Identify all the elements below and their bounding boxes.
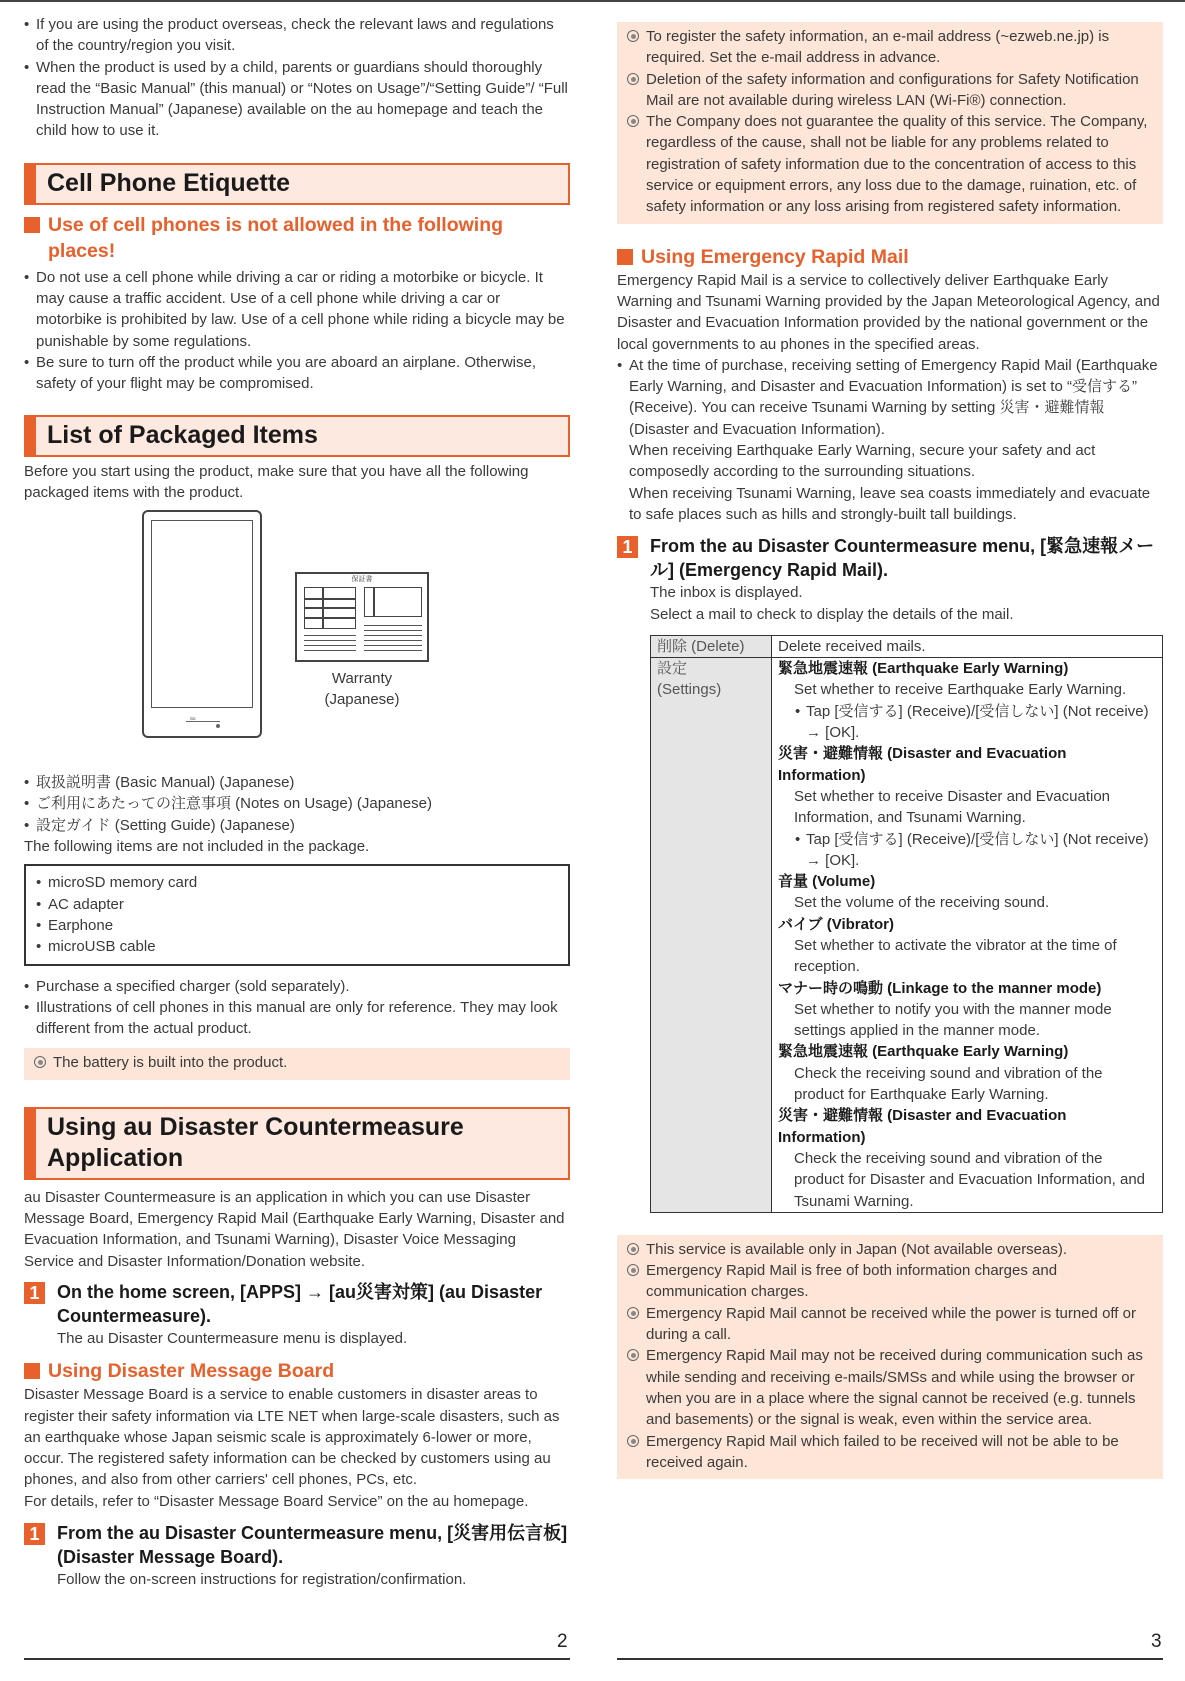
board-heading: Using Disaster Message Board [24, 1358, 570, 1384]
list-item: • When the product is used by a child, parents or guardians should thoroughly read the “Basic Manual” (this manual) or “Notes on Usage”/“Setting Guide”/ “Full Instruction Manual” (Japanese) available on the au homepage and teach the child how to use it. [24, 57, 570, 142]
disaster-heading [24, 1107, 570, 1180]
footer-rule-left [24, 1658, 570, 1660]
list-item [617, 355, 1163, 525]
menu-item-title: 緊急地震速報 (Earthquake Early Warning) [778, 1043, 1069, 1061]
list-item: • ご利用にあたっての注意事項 (Notes on Usage) (Japanese) [24, 793, 570, 814]
phone-logo: au [190, 716, 196, 723]
note-item: The Company does not guarantee the quality of this service. The Company, regardless of the cause, shall not be liable for any problems related to registration of safety information due to the concentration of access to this service or equipment errors, any loss due to the damage, ruination, etc. of safety information or any loss arising from registered safety information. [627, 111, 1153, 217]
disaster-step-1 [24, 1280, 570, 1349]
erm-heading: Using Emergency Rapid Mail [617, 244, 1163, 270]
menu-item-tap: • Tap [受信する] (Receive)/[受信しない] (Not receive) → [OK]. [778, 829, 1156, 872]
bullet-paragraph: When receiving Tsunami Warning, leave sea coasts immediately and evacuate to safe places such as hills and strongly-built tall buildings. [629, 484, 1151, 523]
menu-item-title: 災害・避難情報 (Disaster and Evacuation Information) [778, 1107, 1067, 1146]
list-item: • Earphone [36, 915, 558, 936]
menu-item-tap: • Tap [受信する] (Receive)/[受信しない] (Not receive) → [OK]. [778, 701, 1156, 744]
table-cell [772, 658, 1163, 1213]
not-included-box [24, 864, 570, 965]
note-item: To register the safety information, an e-mail address (~ezweb.ne.jp) is required. Set the e-mail address in advance. [627, 26, 1153, 69]
erm-bullets [617, 355, 1163, 525]
list-item: • Illustrations of cell phones in this manual are only for reference. They may look different from the actual product. [24, 997, 570, 1040]
not-included-list [36, 872, 558, 957]
docs-list [24, 772, 570, 836]
table-cell-label: 削除 (Delete) [651, 635, 772, 657]
step-description: Select a mail to check to display the details of the mail. [650, 605, 1014, 623]
step-number: 1 [24, 1282, 45, 1304]
board-detail: For details, refer to “Disaster Message Board Service” on the au homepage. [24, 1492, 529, 1510]
page-number-right: 3 [1151, 1631, 1162, 1652]
packaged-figure [24, 510, 570, 770]
phone-illustration [142, 510, 262, 738]
list-item: • Do not use a cell phone while driving a car or riding a motorbike or bicycle. It may cause a traffic accident. Use of a cell phone while driving a car or motorbike is prohibited by law. Use of a cell phone while riding a bicycle may be punishable by some regulations. [24, 267, 570, 352]
erm-notes [617, 1235, 1163, 1479]
warranty-caption [295, 668, 429, 711]
menu-item-desc: Check the receiving sound and vibration of the product for Disaster and Evacuation Information, and Tsunami Warning. [794, 1149, 1146, 1210]
bullet-paragraph: When receiving Earthquake Early Warning, secure your safety and act composedly according to the surrounding situations. [629, 442, 1096, 481]
note-item: Emergency Rapid Mail is free of both information charges and communication charges. [627, 1260, 1153, 1303]
list-item: • 取扱説明書 (Basic Manual) (Japanese) [24, 772, 570, 793]
table-row [651, 658, 1163, 1213]
list-item: • AC adapter [36, 894, 558, 915]
etiquette-bullets [24, 267, 570, 395]
battery-note [24, 1048, 570, 1079]
packaged-intro: Before you start using the product, make sure that you have all the following packaged items with the product. [24, 462, 529, 501]
table-row [651, 635, 1163, 657]
menu-item-desc: Set the volume of the receiving sound. [794, 894, 1050, 912]
list-item: • Purchase a specified charger (sold separately). [24, 976, 570, 997]
intro-bullets [24, 14, 570, 142]
list-item: • microSD memory card [36, 872, 558, 893]
warranty-caption-line: (Japanese) [324, 691, 400, 709]
heading-line: Using au Disaster Countermeasure [47, 1112, 464, 1141]
menu-item-title: マナー時の鳴動 (Linkage to the manner mode) [778, 979, 1102, 997]
note-item: Emergency Rapid Mail may not be received during communication such as while sending and receiving e-mails/SMSs and while using the browser or when you are in a place where the signal cannot be received (e.g. tunnels and basements) or the signal is weak, even within the service area. [627, 1345, 1153, 1430]
menu-item-desc: Set whether to notify you with the manner mode settings applied in the manner mode. [794, 1000, 1112, 1040]
note-item: Deletion of the safety information and configurations for Safety Notification Mail are not available during wireless LAN (Wi-Fi®) connection. [627, 69, 1153, 112]
table-cell-label [651, 658, 772, 1213]
board-text: Disaster Message Board is a service to enable customers in disaster areas to register their safety information via LTE NET when large-scale disasters, such as an earthquake whose Japan seismic scale is approximately 6-lower or more, occur. The registered safety information can be checked by customers using au phones, and also from other carriers' cell phones, PCs, etc. [24, 1386, 560, 1489]
warranty-illustration [295, 572, 429, 662]
safety-notes [617, 22, 1163, 224]
menu-item-desc: Set whether to receive Earthquake Early Warning. [794, 681, 1127, 699]
top-rule [0, 0, 1185, 2]
erm-intro: Emergency Rapid Mail is a service to collectively deliver Earthquake Early Warning and Tsunami Warning provided by the Japan Meteorological Agency, and Disaster and Evacuation Information provided by the national government or the local governments to au phones in the specified areas. [617, 271, 1160, 353]
menu-item-title: 緊急地震速報 (Earthquake Early Warning) [778, 660, 1069, 678]
step-description: The inbox is displayed. [650, 584, 803, 602]
etiquette-subheading: Use of cell phones is not allowed in the following places! [24, 212, 570, 264]
page-number-left: 2 [557, 1631, 568, 1652]
label-line: 設定 [657, 660, 688, 678]
note-item: This service is available only in Japan (Not available overseas). [627, 1239, 1153, 1260]
menu-item-title: 音量 (Volume) [778, 873, 876, 891]
footer-rule-right [617, 1658, 1163, 1660]
right-column [617, 22, 1163, 1479]
left-column [24, 14, 570, 1590]
label-line: (Settings) [657, 681, 722, 699]
step-title: From the au Disaster Countermeasure menu, [災害用伝言板] (Disaster Message Board). [57, 1522, 568, 1567]
board-step-1 [24, 1521, 570, 1590]
phone-screen [151, 520, 253, 708]
menu-item-desc: Set whether to receive Disaster and Evacuation Information, and Tsunami Warning. [794, 787, 1111, 827]
step-description: Follow the on-screen instructions for registration/confirmation. [57, 1570, 467, 1588]
menu-item-desc: Set whether to activate the vibrator at the time of reception. [794, 936, 1117, 976]
warranty-caption-line: Warranty [331, 670, 393, 688]
menu-table [650, 635, 1163, 1213]
etiquette-heading: Cell Phone Etiquette [24, 163, 570, 205]
bullet-paragraph: • At the time of purchase, receiving setting of Emergency Rapid Mail (Earthquake Early Warning, and Disaster and Evacuation Information) is set to “受信する” (Receive). You can receive Tsunami Warning by setting 災害・避難情報 (Disaster and Evacuation Information). [629, 356, 1158, 438]
not-included-label: The following items are not included in the package. [24, 838, 370, 856]
list-item: • Be sure to turn off the product while you are aboard an airplane. Otherwise, safety of your flight may be compromised. [24, 352, 570, 395]
step-title: On the home screen, [APPS] → [au災害対策] (au Disaster Countermeasure). [57, 1281, 543, 1326]
warranty-title: 保証書 [351, 576, 373, 584]
menu-table-wrap [617, 635, 1163, 1213]
note-item: Emergency Rapid Mail cannot be received while the power is turned off or during a call. [627, 1303, 1153, 1346]
list-item: • If you are using the product overseas, check the relevant laws and regulations of the country/region you visit. [24, 14, 570, 57]
menu-item-desc: Check the receiving sound and vibration of the product for Earthquake Early Warning. [794, 1064, 1103, 1104]
after-bullets [24, 976, 570, 1040]
list-item: • microUSB cable [36, 936, 558, 957]
step-number: 1 [617, 536, 638, 558]
note-item: The battery is built into the product. [34, 1052, 560, 1073]
step-title: From the au Disaster Countermeasure menu, [緊急速報メール] (Emergency Rapid Mail). [650, 536, 1155, 581]
heading-line: Application [47, 1143, 184, 1172]
menu-item-title: バイブ (Vibrator) [778, 915, 894, 933]
erm-step-1 [617, 534, 1163, 625]
step-number: 1 [24, 1523, 45, 1545]
note-item: Emergency Rapid Mail which failed to be received will not be able to be received again. [627, 1431, 1153, 1474]
table-cell: Delete received mails. [772, 635, 1163, 657]
list-item: • 設定ガイド (Setting Guide) (Japanese) [24, 815, 570, 836]
packaged-heading: List of Packaged Items [24, 415, 570, 457]
step-description: The au Disaster Countermeasure menu is displayed. [57, 1329, 408, 1347]
disaster-intro: au Disaster Countermeasure is an application in which you can use Disaster Message Board, Emergency Rapid Mail (Earthquake Early Warning, Disaster and Evacuation Information, and Tsunami Warning), Disaster Voice Messaging Service and Disaster Information/Donation website. [24, 1188, 565, 1270]
phone-dot [216, 724, 220, 728]
menu-item-title: 災害・避難情報 (Disaster and Evacuation Information) [778, 745, 1067, 784]
phone-button [186, 721, 220, 726]
